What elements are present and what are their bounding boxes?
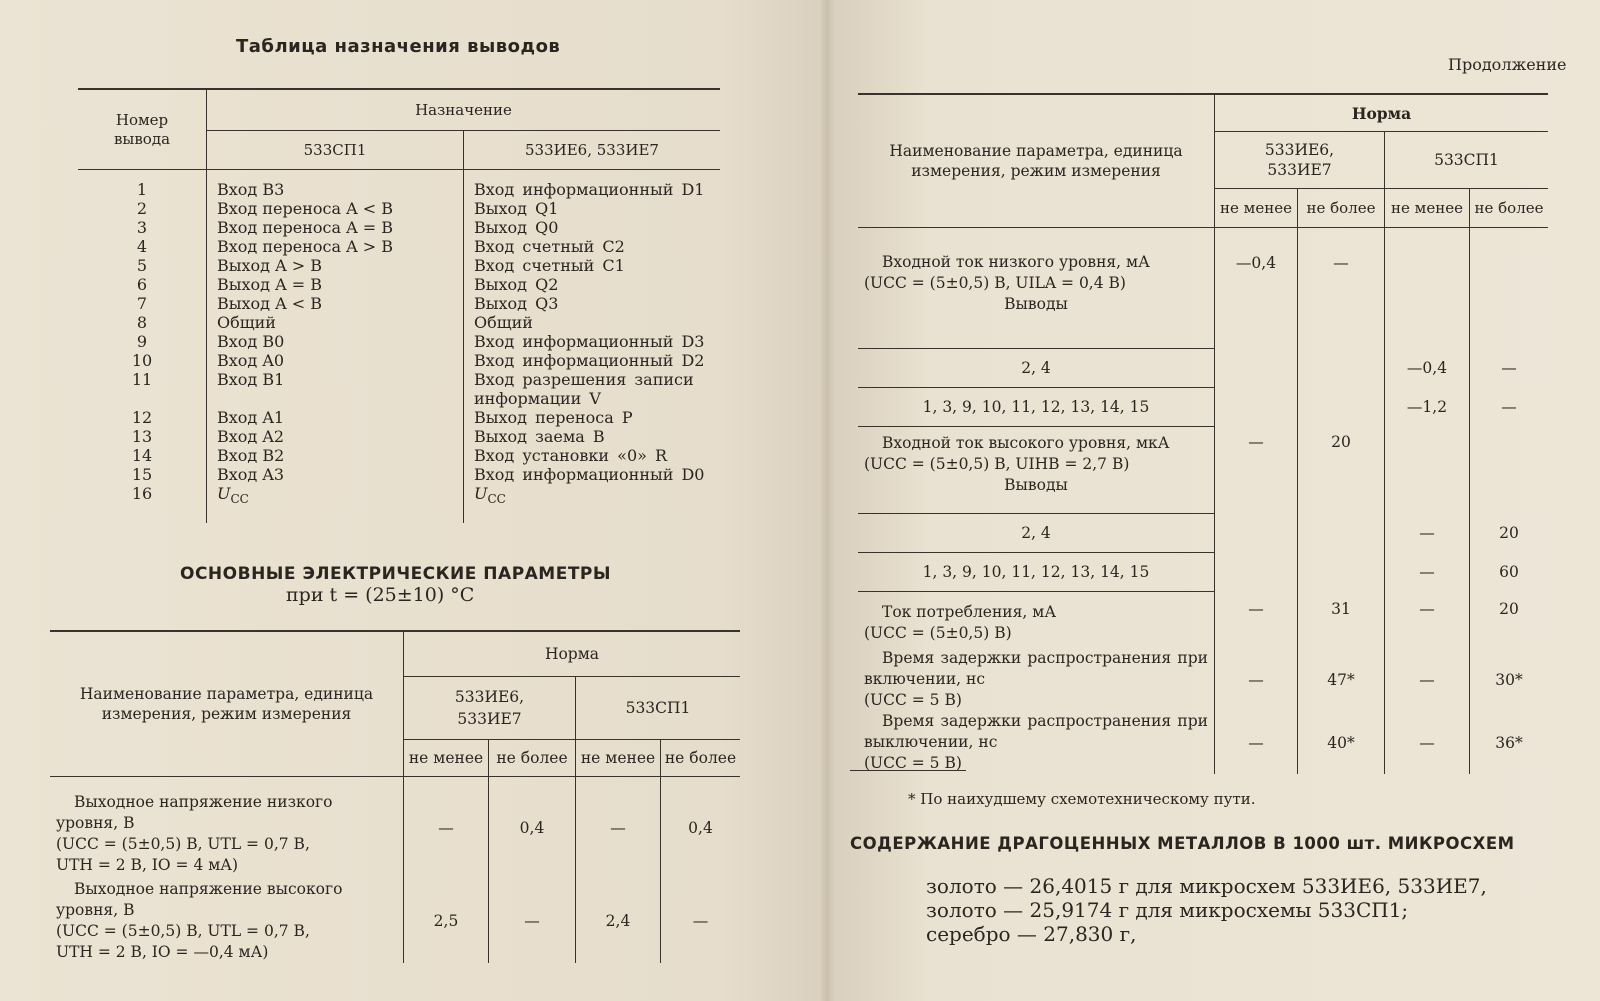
value-cell: — bbox=[1215, 592, 1298, 649]
metals-list bbox=[926, 874, 1487, 946]
max-header: не более bbox=[661, 740, 741, 777]
param-output-high: Выходное напряжение высокого уровня, В (UCC = (5±0,5) В, UTL = 0,7 В, UTH = 2 В, IO = —0,4 мА) bbox=[56, 880, 343, 961]
value-cell: — bbox=[1298, 228, 1385, 349]
pin-assignment-table bbox=[78, 88, 720, 523]
pin-purpose-533sp1: Вход переноса A > B bbox=[207, 237, 464, 256]
max-header: не более bbox=[1298, 189, 1385, 228]
table-row bbox=[78, 446, 720, 465]
pin-purpose-533ie: Вход установки «0» R bbox=[464, 446, 721, 465]
value-cell: — bbox=[1385, 648, 1470, 711]
pin-purpose-533sp1: Вход переноса A < B bbox=[207, 199, 464, 218]
pins-2-4: 2, 4 bbox=[858, 514, 1215, 553]
pin-purpose-533ie: Вход информационный D0 bbox=[464, 465, 721, 484]
pin-number: 8 bbox=[136, 313, 148, 332]
pins-2-4: 2, 4 bbox=[858, 349, 1215, 388]
value-cell: — bbox=[1215, 427, 1298, 514]
pin-purpose-533ie: Вход разрешения записи информации V bbox=[464, 370, 721, 408]
value-cell: 2,5 bbox=[404, 879, 489, 963]
left-params-table bbox=[50, 630, 740, 963]
pin-number: 2 bbox=[136, 199, 148, 218]
pin-purpose-533sp1: Вход A2 bbox=[207, 427, 464, 446]
value-cell: — bbox=[1470, 388, 1549, 427]
metals-line: серебро — 27,830 г, bbox=[926, 922, 1137, 946]
param-name-header: Наименование параметра, единица измерения, режим измерения bbox=[50, 631, 404, 777]
param-delay-on: Время задержки распространения при включении, нс (UCC = 5 В) bbox=[864, 649, 1208, 709]
param-supply-current: Ток потребления, мА (UCC = (5±0,5) В) bbox=[864, 603, 1057, 642]
pin-number: 6 bbox=[136, 275, 148, 294]
value-cell: 20 bbox=[1470, 514, 1549, 553]
value-cell: — bbox=[1385, 514, 1470, 553]
pin-number: 5 bbox=[136, 256, 148, 275]
value-cell: 60 bbox=[1470, 553, 1549, 592]
value-cell: — bbox=[1385, 553, 1470, 592]
pin-purpose-533ie: $U_{CC}$ bbox=[464, 484, 721, 509]
footnote: * По наихудшему схемотехническому пути. bbox=[908, 790, 1256, 808]
table-row bbox=[78, 351, 720, 370]
value-cell: — bbox=[661, 879, 741, 963]
value-cell: — bbox=[1470, 349, 1549, 388]
pin-purpose-533ie: Выход переноса P bbox=[464, 408, 721, 427]
group2-header: 533СП1 bbox=[1385, 132, 1549, 189]
max-header: не более bbox=[489, 740, 576, 777]
table-row bbox=[78, 427, 720, 446]
table-row bbox=[78, 465, 720, 484]
pin-purpose-533ie: Выход Q2 bbox=[464, 275, 721, 294]
value-cell: 47* bbox=[1298, 648, 1385, 711]
pin-number: 11 bbox=[131, 370, 153, 389]
metals-line: золото — 25,9174 г для микросхемы 533СП1; bbox=[926, 898, 1409, 922]
pin-purpose-533sp1: Вход переноса A = B bbox=[207, 218, 464, 237]
param-name-header: Наименование параметра, единица измерения, режим измерения bbox=[858, 94, 1215, 228]
pin-number: 9 bbox=[136, 332, 148, 351]
col-533sp1: 533СП1 bbox=[207, 131, 464, 170]
value-cell: 0,4 bbox=[661, 777, 741, 880]
min-header: не менее bbox=[1385, 189, 1470, 228]
col-pin-number: Номер вывода bbox=[78, 89, 207, 170]
pin-purpose-533sp1: Вход A0 bbox=[207, 351, 464, 370]
electrical-params-title: ОСНОВНЫЕ ЭЛЕКТРИЧЕСКИЕ ПАРАМЕТРЫ bbox=[180, 564, 612, 584]
pin-purpose-533sp1: Вход A3 bbox=[207, 465, 464, 484]
param-input-low: Входной ток низкого уровня, мА (UCC = (5±0,5) В, UILA = 0,4 В) Выводы bbox=[858, 228, 1215, 349]
col-purpose: Назначение bbox=[207, 89, 721, 131]
pin-purpose-533ie: Выход Q0 bbox=[464, 218, 721, 237]
value-cell: —0,4 bbox=[1385, 349, 1470, 388]
electrical-params-subtitle: при t = (25±10) °C bbox=[286, 584, 475, 606]
pin-purpose-533ie: Вход счетный C2 bbox=[464, 237, 721, 256]
value-cell: — bbox=[1385, 711, 1470, 774]
group1-header: 533ИЕ6, 533ИЕ7 bbox=[404, 677, 576, 740]
param-delay-off: Время задержки распространения при выключении, нс (UCC = 5 В) bbox=[864, 712, 1208, 772]
pin-number: 15 bbox=[131, 465, 153, 484]
pin-number: 13 bbox=[131, 427, 153, 446]
value-cell: 20 bbox=[1298, 427, 1385, 514]
pin-number: 1 bbox=[136, 180, 148, 199]
pin-number: 7 bbox=[136, 294, 148, 313]
continuation-label: Продолжение bbox=[1448, 55, 1567, 74]
table-row bbox=[78, 332, 720, 351]
metals-line: золото — 26,4015 г для микросхем 533ИЕ6, 533ИЕ7, bbox=[926, 874, 1487, 898]
pin-number: 14 bbox=[131, 446, 153, 465]
value-cell: — bbox=[1215, 711, 1298, 774]
value-cell: 40* bbox=[1298, 711, 1385, 774]
min-header: не менее bbox=[404, 740, 489, 777]
pin-purpose-533sp1: Выход A = B bbox=[207, 275, 464, 294]
pins-list: 1, 3, 9, 10, 11, 12, 13, 14, 15 bbox=[858, 388, 1215, 427]
table-row bbox=[78, 256, 720, 275]
footnote-rule bbox=[850, 770, 966, 771]
table-row bbox=[78, 408, 720, 427]
pin-purpose-533sp1: Вход B0 bbox=[207, 332, 464, 351]
value-cell: — bbox=[404, 777, 489, 880]
value-cell: — bbox=[1215, 648, 1298, 711]
table-row bbox=[78, 370, 720, 408]
value-cell: 36* bbox=[1470, 711, 1549, 774]
pins-list: 1, 3, 9, 10, 11, 12, 13, 14, 15 bbox=[858, 553, 1215, 592]
pin-number: 10 bbox=[131, 351, 153, 370]
param-input-high: Входной ток высокого уровня, мкА (UCC = (5±0,5) В, UIHB = 2,7 В) Выводы bbox=[858, 427, 1215, 514]
min-header: не менее bbox=[1215, 189, 1298, 228]
pin-purpose-533ie: Вход информационный D2 bbox=[464, 351, 721, 370]
table-row bbox=[78, 180, 720, 199]
norma-header: Норма bbox=[1215, 94, 1549, 132]
pin-purpose-533ie: Общий bbox=[464, 313, 721, 332]
pin-purpose-533sp1: Вход B2 bbox=[207, 446, 464, 465]
value-cell: — bbox=[1385, 592, 1470, 649]
pin-number: 4 bbox=[136, 237, 148, 256]
group1-header: 533ИЕ6, 533ИЕ7 bbox=[1215, 132, 1385, 189]
table-row bbox=[78, 237, 720, 256]
pin-purpose-533sp1: $U_{CC}$ bbox=[207, 484, 464, 509]
right-params-table bbox=[858, 93, 1548, 774]
col-533ie6-ie7: 533ИЕ6, 533ИЕ7 bbox=[464, 131, 721, 170]
table-row bbox=[78, 484, 720, 509]
pin-purpose-533sp1: Выход A < B bbox=[207, 294, 464, 313]
table-row bbox=[78, 313, 720, 332]
value-cell: 30* bbox=[1470, 648, 1549, 711]
table-row bbox=[78, 218, 720, 237]
pin-purpose-533ie: Вход информационный D3 bbox=[464, 332, 721, 351]
value-cell: 31 bbox=[1298, 592, 1385, 649]
metals-title: СОДЕРЖАНИЕ ДРАГОЦЕННЫХ МЕТАЛЛОВ В 1000 шт. МИКРОСХЕМ bbox=[850, 834, 1515, 853]
value-cell: —1,2 bbox=[1385, 388, 1470, 427]
param-output-low: Выходное напряжение низкого уровня, В (UCC = (5±0,5) В, UTL = 0,7 В, UTH = 2 В, IO = 4 мА) bbox=[56, 793, 333, 874]
pin-number: 16 bbox=[131, 484, 153, 503]
pin-purpose-533sp1: Вход A1 bbox=[207, 408, 464, 427]
value-cell: — bbox=[489, 879, 576, 963]
pin-purpose-533ie: Вход счетный C1 bbox=[464, 256, 721, 275]
pin-table-title: Таблица назначения выводов bbox=[236, 36, 561, 57]
value-cell: 0,4 bbox=[489, 777, 576, 880]
pin-purpose-533ie: Выход Q3 bbox=[464, 294, 721, 313]
pin-number: 12 bbox=[131, 408, 153, 427]
pin-purpose-533ie: Вход информационный D1 bbox=[464, 180, 721, 199]
pin-purpose-533ie: Выход Q1 bbox=[464, 199, 721, 218]
page-spine bbox=[820, 0, 834, 1001]
table-row bbox=[78, 294, 720, 313]
pin-purpose-533sp1: Общий bbox=[207, 313, 464, 332]
table-row bbox=[78, 275, 720, 294]
pin-purpose-533ie: Выход заема B bbox=[464, 427, 721, 446]
pin-purpose-533sp1: Выход A > B bbox=[207, 256, 464, 275]
value-cell: 20 bbox=[1470, 592, 1549, 649]
value-cell: — bbox=[576, 777, 661, 880]
value-cell: 2,4 bbox=[576, 879, 661, 963]
group2-header: 533СП1 bbox=[576, 677, 741, 740]
max-header: не более bbox=[1470, 189, 1549, 228]
pin-purpose-533sp1: Вход B1 bbox=[207, 370, 464, 408]
min-header: не менее bbox=[576, 740, 661, 777]
table-row bbox=[78, 199, 720, 218]
value-cell: —0,4 bbox=[1215, 228, 1298, 349]
pin-purpose-533sp1: Вход B3 bbox=[207, 180, 464, 199]
norma-header: Норма bbox=[404, 631, 741, 677]
pin-number: 3 bbox=[136, 218, 148, 237]
